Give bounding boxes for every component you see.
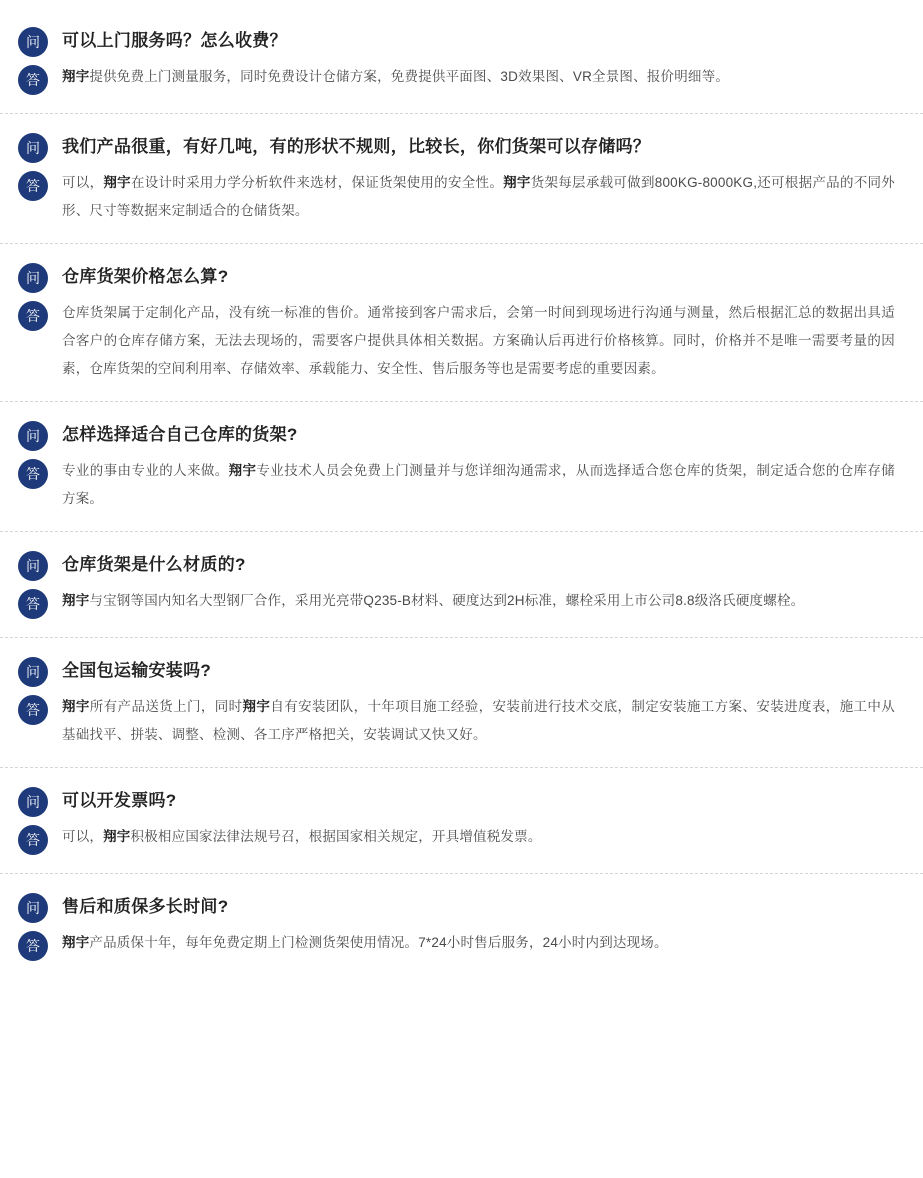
faq-question-text: 仓库货架是什么材质的? <box>62 555 246 574</box>
faq-list <box>0 8 923 979</box>
faq-answer-row <box>0 823 923 855</box>
faq-answer-text <box>62 823 548 851</box>
faq-question-row[interactable] <box>0 262 923 293</box>
faq-item <box>0 638 923 768</box>
faq-question-text: 怎样选择适合自己仓库的货架? <box>62 425 298 444</box>
answer-badge-icon: 答 <box>18 825 48 855</box>
brand-name: 翔宇 <box>62 935 90 950</box>
brand-name: 翔宇 <box>62 699 90 714</box>
faq-answer-row <box>0 587 923 619</box>
faq-question-row[interactable] <box>0 26 923 57</box>
brand-name: 翔宇 <box>242 699 271 714</box>
faq-item <box>0 244 923 402</box>
faq-answer-row <box>0 457 923 513</box>
faq-answer-text <box>62 63 735 91</box>
answer-badge-icon: 答 <box>18 931 48 961</box>
faq-item <box>0 532 923 638</box>
faq-question-row[interactable] <box>0 892 923 923</box>
faq-question-text: 可以开发票吗? <box>62 791 177 810</box>
brand-name: 翔宇 <box>503 175 531 190</box>
answer-text-fragment: 提供免费上门测量服务，同时免费设计仓储方案，免费提供平面图、3D效果图、VR全景图、报价明细等。 <box>89 69 730 84</box>
answer-text-fragment: 可以， <box>62 175 104 190</box>
faq-answer-row <box>0 693 923 749</box>
faq-item <box>0 402 923 532</box>
answer-badge-icon: 答 <box>18 459 48 489</box>
answer-text-fragment: 自有安装团队，十年项目施工经验，安装前进行技术交底，制定安装施工方案、安装进度表，施工中从基础找平、拼装、调整、检测、各工序严格把关，安装调试又快又好。 <box>62 699 896 742</box>
question-badge-icon: 问 <box>18 133 48 163</box>
answer-text-fragment: 可以， <box>62 829 104 844</box>
faq-answer-text <box>62 693 901 749</box>
answer-badge-icon: 答 <box>18 171 48 201</box>
brand-name: 翔宇 <box>62 69 90 84</box>
brand-name: 翔宇 <box>62 593 90 608</box>
faq-answer-row <box>0 63 923 95</box>
answer-badge-icon: 答 <box>18 301 48 331</box>
faq-question-row[interactable] <box>0 786 923 817</box>
faq-answer-text <box>62 587 810 615</box>
faq-item <box>0 874 923 979</box>
top-spacer <box>0 0 923 8</box>
faq-question-text: 全国包运输安装吗? <box>62 661 212 680</box>
faq-item <box>0 8 923 114</box>
faq-item <box>0 114 923 244</box>
brand-name: 翔宇 <box>228 463 257 478</box>
answer-text-fragment: 产品质保十年，每年免费定期上门检测货架使用情况。7*24小时售后服务，24小时内到达现场。 <box>89 935 668 950</box>
faq-question-text: 售后和质保多长时间? <box>62 897 229 916</box>
answer-text-fragment: 货架每层承载可做到800KG-8000KG,还可根据产品的不同外形、尺寸等数据来定制适合的仓储货架。 <box>62 175 895 218</box>
faq-answer-row <box>0 169 923 225</box>
answer-badge-icon: 答 <box>18 65 48 95</box>
brand-name: 翔宇 <box>103 829 131 844</box>
faq-answer-row <box>0 299 923 383</box>
answer-text-fragment: 仓库货架属于定制化产品，没有统一标准的售价。通常接到客户需求后，会第一时间到现场进行沟通与测量，然后根据汇总的数据出具适合客户的仓库存储方案，无法去现场的，需要客户提供具体相关数据。方案确认后再进行价格核算。同时，价格并不是唯一需要考量的因素，仓库货架的空间利用率、存储效率、承载能力、安全性、售后服务等也是需要考虑的重要因素。 <box>62 305 895 376</box>
question-badge-icon: 问 <box>18 551 48 581</box>
answer-text-fragment: 在设计时采用力学分析软件来选材，保证货架使用的安全性。 <box>130 175 504 190</box>
faq-question-text: 我们产品很重，有好几吨，有的形状不规则，比较长，你们货架可以存储吗？ <box>62 137 651 156</box>
question-badge-icon: 问 <box>18 421 48 451</box>
faq-question-text: 可以上门服务吗？怎么收费？ <box>62 31 287 50</box>
faq-question-row[interactable] <box>0 656 923 687</box>
question-badge-icon: 问 <box>18 657 48 687</box>
faq-answer-text <box>62 457 901 513</box>
faq-question-row[interactable] <box>0 550 923 581</box>
faq-question-text: 仓库货架价格怎么算? <box>62 267 229 286</box>
brand-name: 翔宇 <box>103 175 131 190</box>
answer-badge-icon: 答 <box>18 695 48 725</box>
faq-question-row[interactable] <box>0 132 923 163</box>
faq-question-row[interactable] <box>0 420 923 451</box>
faq-answer-text <box>62 929 674 957</box>
answer-text-fragment: 专业技术人员会免费上门测量并与您详细沟通需求，从而选择适合您仓库的货架，制定适合您的仓库存储方案。 <box>62 463 895 506</box>
answer-text-fragment: 所有产品送货上门，同时 <box>89 699 243 714</box>
answer-badge-icon: 答 <box>18 589 48 619</box>
faq-answer-text <box>62 169 901 225</box>
question-badge-icon: 问 <box>18 893 48 923</box>
question-badge-icon: 问 <box>18 263 48 293</box>
faq-answer-row <box>0 929 923 961</box>
answer-text-fragment: 专业的事由专业的人来做。 <box>62 463 229 478</box>
answer-text-fragment: 积极相应国家法律法规号召，根据国家相关规定，开具增值税发票。 <box>130 829 542 844</box>
question-badge-icon: 问 <box>18 27 48 57</box>
faq-item <box>0 768 923 874</box>
faq-answer-text <box>62 299 901 383</box>
question-badge-icon: 问 <box>18 787 48 817</box>
answer-text-fragment: 与宝钢等国内知名大型钢厂合作，采用光亮带Q235-B材料、硬度达到2H标准，螺栓采用上市公司8.8级洛氏硬度螺栓。 <box>89 593 805 608</box>
